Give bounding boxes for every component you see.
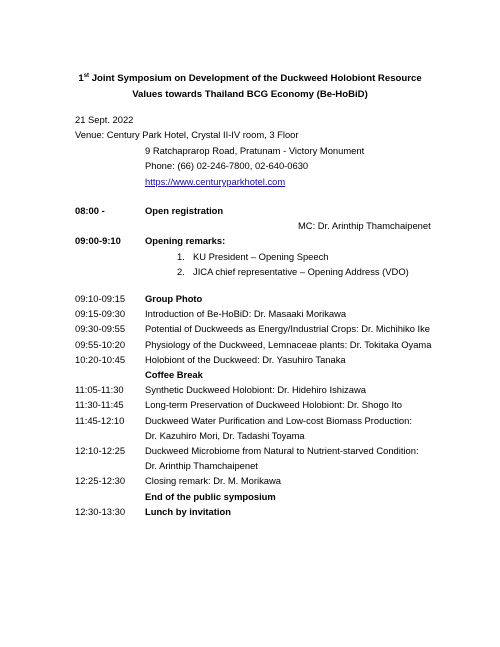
opening-remarks-label: Opening remarks: [145,235,226,246]
title-line-1 [40,68,460,87]
schedule-time: 09:30-09:55 [75,323,126,335]
title-line-2: Values towards Thailand BCG Economy (Be-HoBiD) [132,89,368,100]
schedule-time: 11:45-12:10 [75,414,125,426]
schedule-time: 12:30-13:30 [75,505,126,517]
event-date: 21 Sept. 2022 [75,114,134,125]
schedule-description: Dr. Kazuhiro Mori, Dr. Tadashi Toyama [145,429,305,441]
schedule-description: Introduction of Be-HoBiD: Dr. Masaaki Morikawa [145,308,347,320]
opening-remarks-time: 09:00-9:10 [75,235,121,246]
schedule-description: Holobiont of the Duckweed: Dr. Yasuhiro Tanaka [145,353,346,365]
schedule-time: 11:05-11:30 [75,384,124,396]
opening-item-num: 1. [177,251,185,262]
schedule-description: Long-term Preservation of Duckweed Holobiont: Dr. Shogo Ito [145,399,402,411]
mc-name: MC: Dr. Arinthip Thamchaipenet [298,220,431,231]
schedule-description: End of the public symposium [145,490,276,502]
title-superscript: st [83,73,90,79]
opening-item-text: KU President – Opening Speech [193,251,329,262]
schedule-time: 09:10-09:15 [75,293,126,304]
schedule-time: 10:20-10:45 [75,353,126,365]
schedule-description: Duckweed Water Purification and Low-cost Biomass Production: [145,414,412,426]
opening-item-num: 2. [177,266,185,277]
opening-item-text: JICA chief representative – Opening Address (VDO) [193,266,409,277]
schedule-time: 09:15-09:30 [75,308,126,320]
schedule-description: Lunch by invitation [145,505,231,517]
title-line-1-text: Joint Symposium on Development of the Duckweed Holobiont Resource [89,73,422,84]
schedule-description: Dr. Arinthip Thamchaipenet [145,460,258,472]
schedule-time: 12:10-12:25 [75,445,126,456]
schedule-description: Closing remark: Dr. M. Morikawa [145,475,281,487]
schedule-description: Potential of Duckweeds as Energy/Industrial Crops: Dr. Michihiko Ike [145,323,431,335]
venue: Venue: Century Park Hotel, Crystal II-IV room, 3 Floor [75,129,299,140]
address: 9 Ratchaprarop Road, Pratunam - Victory Monument [145,145,365,156]
schedule-description: Group Photo [145,293,203,304]
registration-time: 08:00 - [75,205,105,216]
schedule-time: 09:55-10:20 [75,338,126,350]
schedule-description: Physiology of the Duckweed, Lemnaceae plants: Dr. Tokitaka Oyama [145,338,432,350]
schedule-description: Coffee Break [145,369,203,380]
title-number: 1 [78,73,84,84]
schedule-description: Duckweed Microbiome from Natural to Nutrient-starved Condition: [145,445,419,456]
schedule-description: Synthetic Duckweed Holobiont: Dr. Hidehiro Ishizawa [145,384,366,396]
schedule-time: 11:30-11:45 [75,399,124,411]
registration-label: Open registration [145,205,224,216]
website-link[interactable]: https://www.centuryparkhotel.com [145,176,286,187]
phone: Phone: (66) 02-246-7800, 02-640-0630 [145,160,309,171]
schedule-time: 12:25-12:30 [75,475,126,487]
document-title [40,68,460,103]
